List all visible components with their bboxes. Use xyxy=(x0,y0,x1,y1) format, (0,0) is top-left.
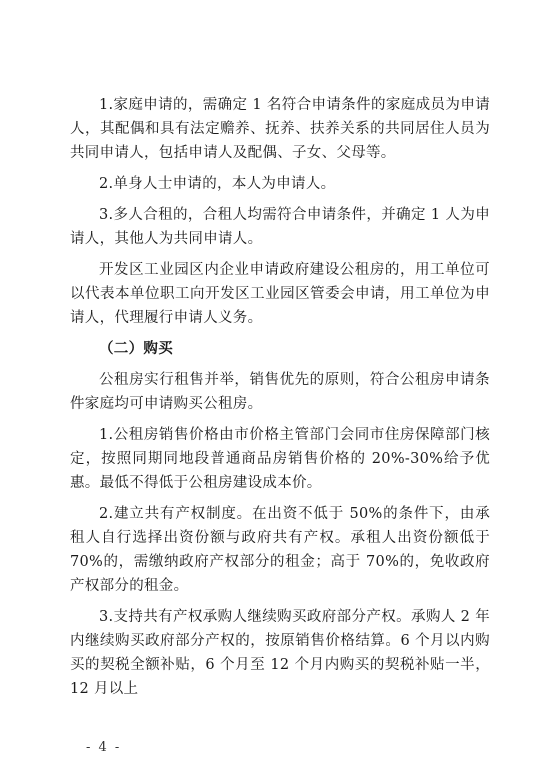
page-body xyxy=(70,93,490,701)
paragraph-sale-price: 1.公租房销售价格由市价格主管部门会同市住房保障部门核定，按照同期同地段普通商品房销售价格的 20%-30%给予优惠。最低不得低于公租房建设成本价。 xyxy=(70,427,490,491)
page-number: - 4 - xyxy=(86,740,122,755)
paragraph-family-application: 1.家庭申请的，需确定 1 名符合申请条件的家庭成员为申请人，其配偶和具有法定赡养、抚养、扶养关系的共同居住人员为共同申请人，包括申请人及配偶、子女、父母等。 xyxy=(70,97,490,161)
paragraph-continue-purchase: 3.支持共有产权承购人继续购买政府部分产权。承购人 2 年内继续购买政府部分产权的，按原销售价格结算。6 个月以内购买的契税全额补贴，6 个月至 12 个月内购买的契税补贴一半，12 月以上 xyxy=(70,609,490,697)
paragraph-shared-rental: 3.多人合租的，合租人均需符合申请条件，并确定 1 人为申请人，其他人为共同申请人。 xyxy=(70,207,490,247)
section-heading-purchase: （二）购买 xyxy=(99,340,173,357)
paragraph-shared-ownership: 2.建立共有产权制度。在出资不低于 50%的条件下，由承租人自行选择出资份额与政府共有产权。承租人出资份额低于 70%的，需缴纳政府产权部分的租金；高于 70%的，免收政府产权部分的租金。 xyxy=(70,506,490,594)
paragraph-industrial-park: 开发区工业园区内企业申请政府建设公租房的，用工单位可以代表本单位职工向开发区工业园区管委会申请，用工单位为申请人，代理履行申请人义务。 xyxy=(70,262,490,326)
paragraph-single-application: 2.单身人士申请的，本人为申请人。 xyxy=(99,176,336,192)
paragraph-rent-and-sale: 公租房实行租售并举，销售优先的原则，符合公租房申请条件家庭均可申请购买公租房。 xyxy=(70,372,490,412)
